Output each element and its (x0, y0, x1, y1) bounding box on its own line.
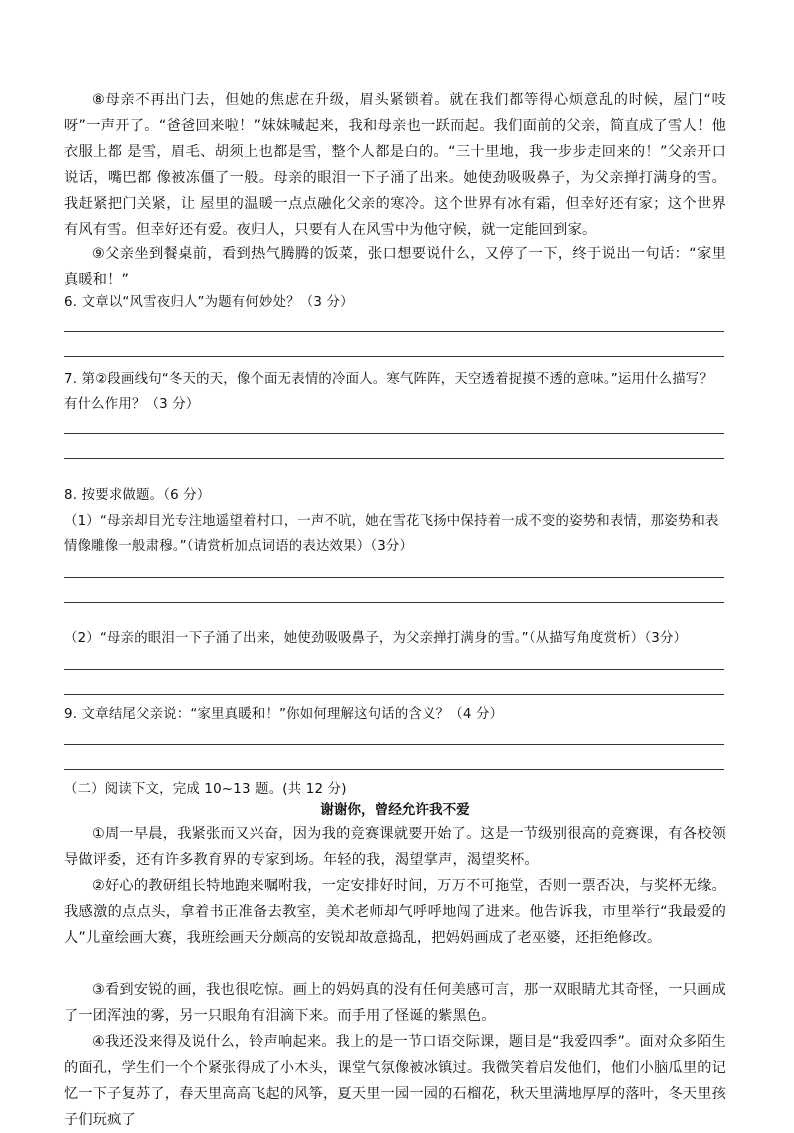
answer-line[interactable] (64, 577, 724, 578)
answer-line[interactable] (64, 744, 724, 745)
article-paragraph-1: ①周一早晨，我紧张而又兴奋，因为我的竞赛课就要开始了。这是一节级别很高的竞赛课，有各校领导做评委，还有许多教育界的专家到场。年轻的我，渴望掌声，渴望奖杯。 (64, 826, 726, 868)
passage-paragraph-8: ⑧母亲不再出门去，但她的焦虑在升级，眉头紧锁着。就在我们都等得心烦意乱的时候，屋门“吱呀”一声开了。“爸爸回来啦！”妹妹喊起来，我和母亲也一跃而起。我们面前的父亲，简直成了雪人！他衣服上都 是雪，眉毛、胡须上也都是雪，整个人都是白的。“三十里地，我一步步走回来的！”父亲开口说话，嘴巴都 像被冻僵了一般。母亲的眼泪一下子涌了出来。她使劲吸吸鼻子，为父亲掸打满身的雪。我赶紧把门关紧，让 屋里的温暖一点点融化父亲的寒冷。这个世界有冰有霜，但幸好还有家；这个世界有风有雪。但幸好还有爱。夜归人，只要有人在风雪中为他守候，就一定能回到家。 (64, 92, 726, 238)
answer-line[interactable] (64, 694, 724, 695)
answer-line[interactable] (64, 769, 724, 770)
answer-line[interactable] (64, 356, 724, 357)
article-paragraph-4: ④我还没来得及说什么，铃声响起来。我上的是一节口语交际课，题目是“我爱四季”。面对众多陌生的面孔，学生们一个个紧张得成了小木头，课堂气氛像被冰镇过。我微笑着启发他们，他们小脑瓜里的记忆一下子复苏了，春天里高高飞起的风筝，夏天里一园一园的石榴花，秋天里满地厚厚的落叶，冬天里孩子们玩疯了 (64, 1034, 726, 1128)
section-header: （二）阅读下文，完成 10~13 题。(共 12 分) (64, 782, 347, 797)
answer-line[interactable] (64, 331, 724, 332)
answer-line[interactable] (64, 669, 724, 670)
question-9: 9. 文章结尾父亲说：“家里真暖和！”你如何理解这句话的含义？（4 分） (64, 707, 504, 722)
article-paragraph-2: ②好心的教研组长特地跑来嘱咐我，一定安排好时间，万万不可拖堂，否则一票否决，与奖杯无缘。我感激的点点头，拿着书正准备去教室，美术老师却气呼呼地闯了进来。他告诉我，市里举行“我最爱的人”儿童绘画大赛，我班绘画天分颇高的安锐却故意捣乱，把妈妈画成了老巫婆，还拒绝修改。 (64, 878, 726, 946)
question-8-part-2: （2）“母亲的眼泪一下子涌了出来，她使劲吸吸鼻子，为父亲掸打满身的雪。”（从描写角度赏析）（3分） (64, 631, 688, 646)
answer-line[interactable] (64, 433, 724, 434)
answer-line[interactable] (64, 602, 724, 603)
answer-line[interactable] (64, 458, 724, 459)
article-title: 谢谢你，曾经允许我不爱 (320, 802, 470, 818)
article-paragraph-3: ③看到安锐的画，我也很吃惊。画上的妈妈真的没有任何美感可言，那一双眼睛尤其奇怪，一只画成了一团浑浊的雾，另一只眼角有泪滴下来。而手用了怪诞的紫黑色。 (64, 982, 726, 1024)
passage-paragraph-9: ⑨父亲坐到餐桌前，看到热气腾腾的饭菜，张口想要说什么，又停了一下，终于说出一句话：“家里真暖和！” (64, 246, 726, 288)
question-6: 6. 文章以“风雪夜归人”为题有何妙处？（3 分） (64, 295, 354, 310)
question-7: 7. 第②段画线句“冬天的天，像个面无表情的冷面人。寒气阵阵，天空透着捉摸不透的意味。”运用什么描写？有什么作用？（3 分） (64, 372, 713, 412)
question-8: 8. 按要求做题。（6 分） (64, 488, 211, 503)
question-8-part-1: （1）“母亲却目光专注地遥望着村口，一声不吭，她在雪花飞扬中保持着一成不变的姿势和表情，那姿势和表情像雕像一般肃穆。”（请赏析加点词语的表达效果）（3分） (64, 514, 719, 554)
